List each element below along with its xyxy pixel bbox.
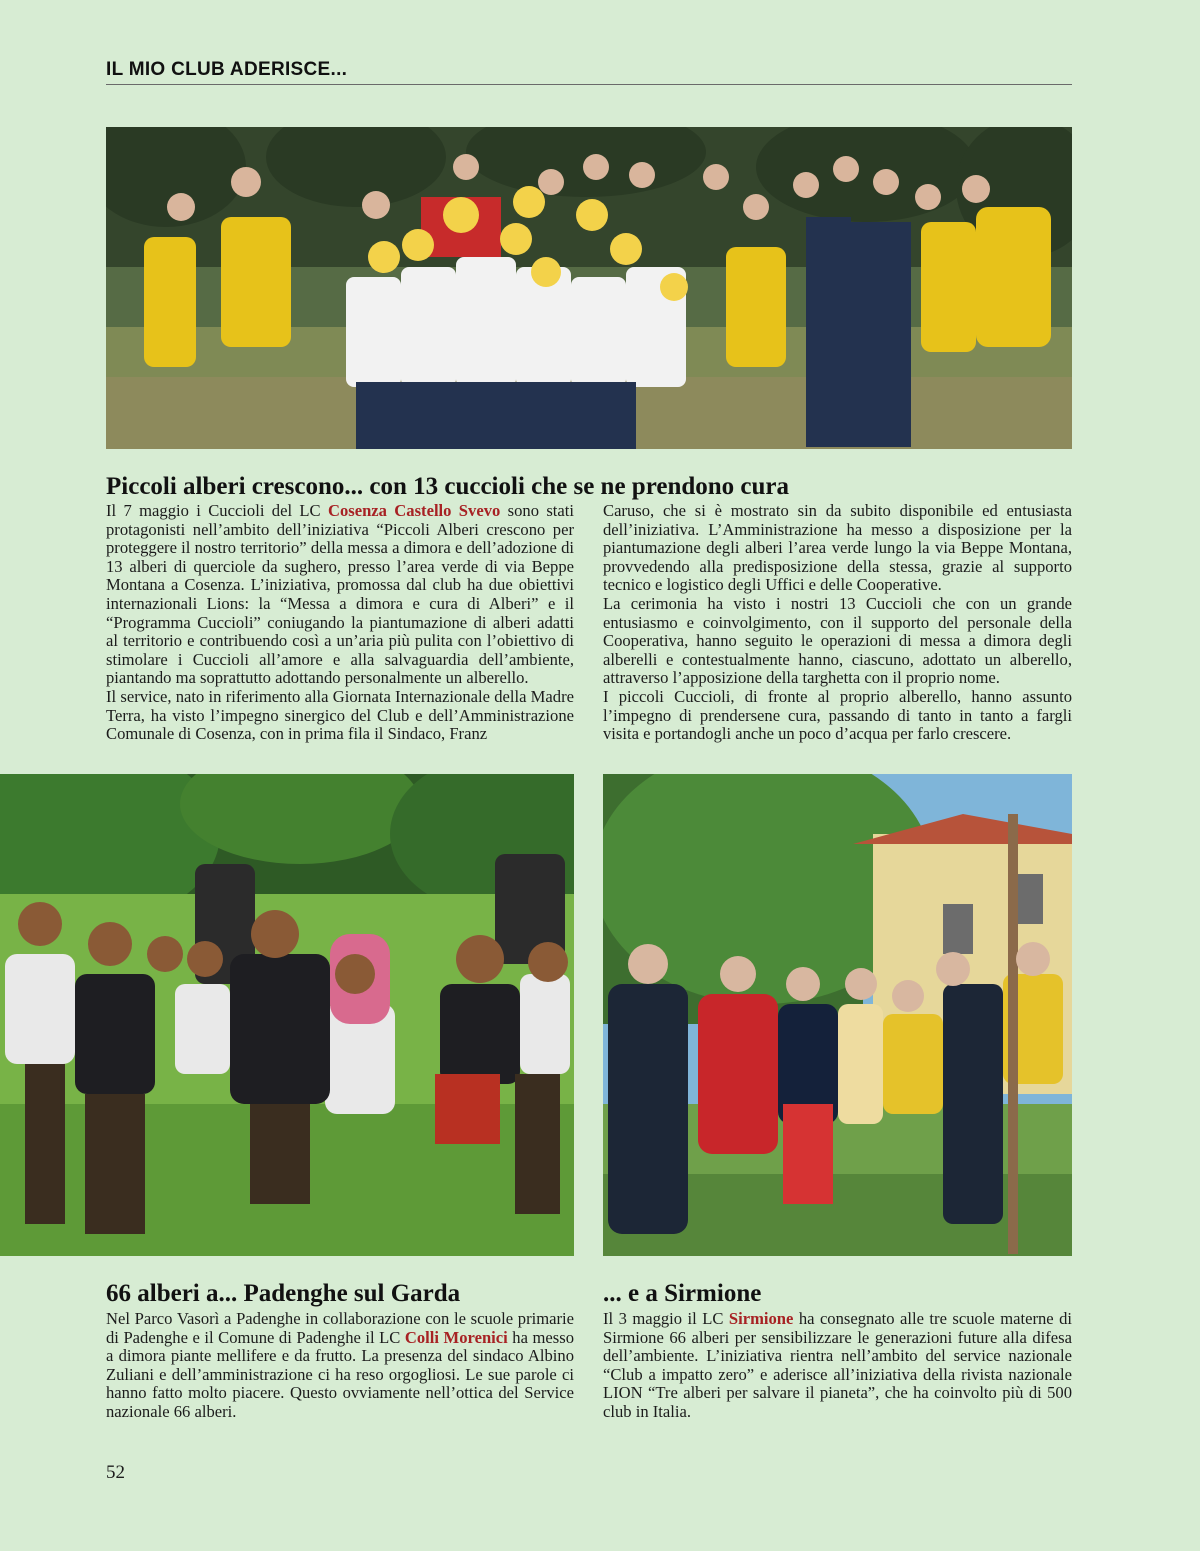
club-name-sirmione: Sirmione [728,1309,794,1328]
text-run: ha consegnato alle tre scuole materne di Sirmione 66 alberi per sensibilizzare le generazioni future alla difesa dell’ambiente. L’iniziativa rientra nell’ambito del service nazionale “Club a impatto zero” e aderisce all’iniziativa della rivista nazionale LION “Tre alberi per salvare il pianeta”, che ha coinvolto più di 500 club in Italia. [603,1309,1072,1421]
text-run: ha messo a dimora piante mellifere e da frutto. La presenza del sindaco Albino Zuliani e dell’amministrazione ci ha reso orgogliosi. Le sue parole ci hanno fatto molto piacere. Questo ovviamente nell’ottica del Service nazionale 66 alberi. [106,1327,574,1421]
paragraph: Il service, nato in riferimento alla Giornata Internazionale della Madre Terra, ha visto l’impegno sinergico del Club e dell’Amministrazione Comunale di Cosenza, con in prima fila il Sindaco, Franz [106,686,574,744]
paragraph [603,1310,1072,1422]
article-1-column-right [603,502,1072,744]
headline-article-2: 66 alberi a... Padenghe sul Garda [106,1280,461,1307]
text-run: Il 7 maggio i Cuccioli del LC [106,501,328,520]
article-1-column-left [106,502,574,744]
paragraph: Caruso, che si è mostrato sin da subito disponibile ed entusiasta dell’iniziativa. L’Amministrazione ha messo a disposizione per la piantumazione degli alberi l’area verde lungo la via Beppe Montana, provvedendo alla predisposizione della stessa, grazie al supporto tecnico e logistico degli Uffici e delle Cooperative. [603,501,1072,595]
club-name-cosenza: Cosenza Castello Svevo [327,501,501,520]
section-header [106,58,1072,85]
text-run: sono stati protagonisti nell’ambito dell’iniziativa “Piccoli Alberi crescono per proteggere il nostro territorio” della messa a dimora e dell’adozione di 13 alberi di querciole da sughero, presso l’area verde di via Beppe Montana a Cosenza. L’iniziativa, promossa dal club ha due obiettivi internazionali Lions: la “Messa a dimora e cura di Alberi” e il “Programma Cuccioli” coniugando la piantumazione di alberi adatti al territorio e contribuendo così a un’aria più pulita con l’obiettivo di stimolare i Cuccioli all’amore e alla salvaguardia dell’ambiente, piantando ma soprattutto adottando personalmente un alberello. [106,501,574,688]
page-number: 52 [106,1462,125,1483]
section-title: IL MIO CLUB ADERISCE... [106,59,348,80]
headline-article-1: Piccoli alberi crescono... con 13 cuccioli che se ne prendono cura [106,473,790,500]
article-2-body [106,1310,574,1422]
article-3-body [603,1310,1072,1422]
text-run: Nel Parco Vasorì a Padenghe in collaborazione con le scuole primarie di Padenghe e il Comune di Padenghe il LC [106,1309,574,1347]
paragraph [106,1310,574,1422]
paragraph: I piccoli Cuccioli, di fronte al proprio alberello, hanno assunto l’impegno di prendersene cura, passando di tanto in tanto a fargli visita e portandogli anche un poco d’acqua per farlo crescere. [603,686,1072,744]
club-name-colli-morenici: Colli Morenici [404,1327,508,1347]
sirmione-group-photo [603,774,1072,1256]
group-photo-cosenza [106,127,1072,449]
children-park-photo [0,774,574,1256]
paragraph [106,502,574,688]
headline-article-3: ... e a Sirmione [603,1280,762,1307]
paragraph: La cerimonia ha visto i nostri 13 Cuccioli che con un grande entusiasmo e coinvolgimento, con il supporto del personale della Cooperativa, hanno seguito le operazioni di messa a dimora degli alberelli e contestualmente hanno, ciascuno, adottato un alberello, attraverso l’apposizione della targhetta con il proprio nome. [603,593,1072,688]
text-run: Il 3 maggio il LC [603,1309,729,1328]
